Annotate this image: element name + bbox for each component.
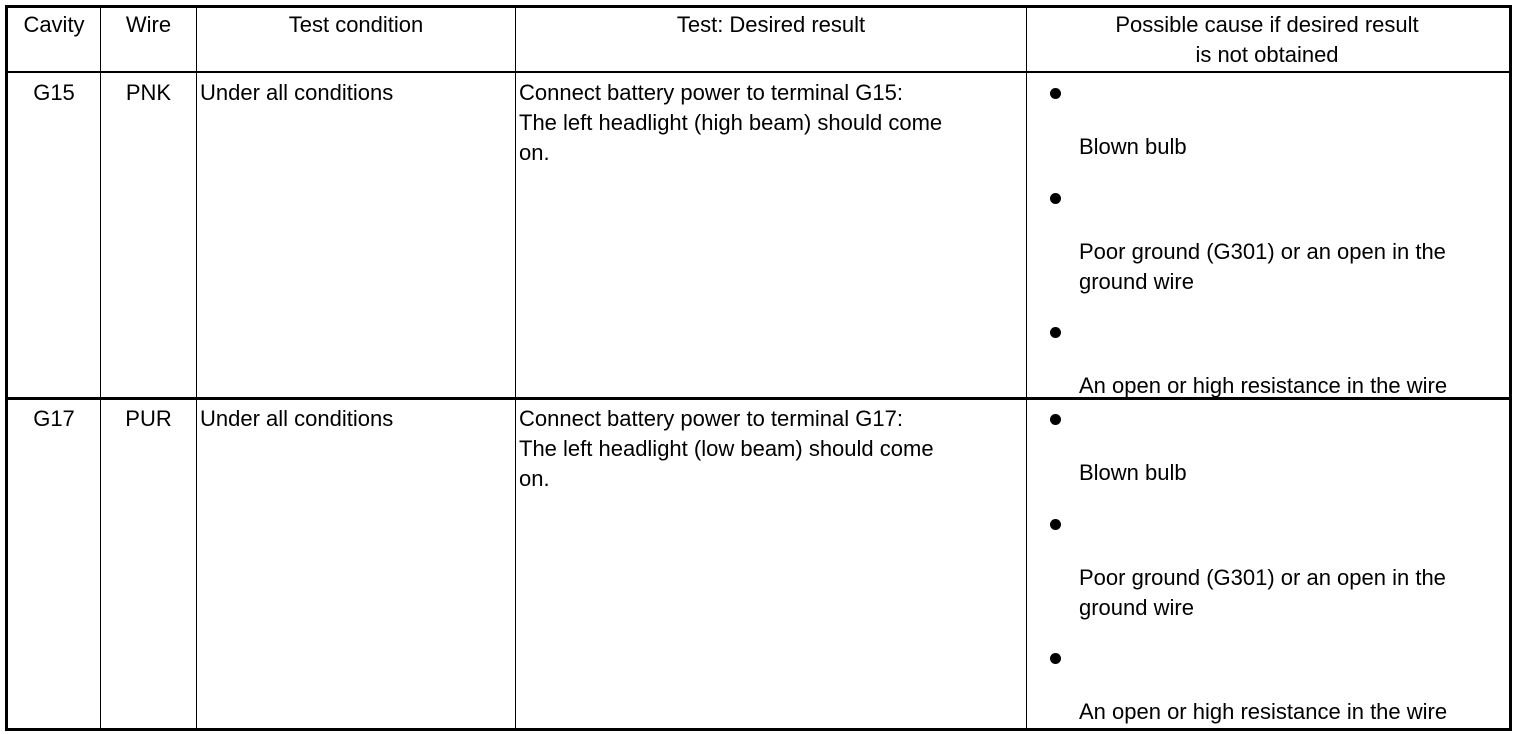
- header-wire: Wire: [125, 12, 172, 37]
- possible-cause-line: Poor ground (G301) or an open in the: [1079, 565, 1446, 590]
- column-divider: [1026, 8, 1027, 728]
- cavity-cell: G15: [33, 80, 75, 105]
- header-cavity: Cavity: [23, 12, 85, 37]
- wire-cell: PUR: [125, 406, 172, 431]
- column-divider: [100, 8, 101, 728]
- bullet-icon: [1050, 193, 1061, 204]
- bullet-icon: [1050, 327, 1061, 338]
- possible-cause-line: ground wire: [1079, 595, 1194, 620]
- desired-result-line: Connect battery power to terminal G17:: [519, 406, 903, 431]
- bullet-icon: [1050, 88, 1061, 99]
- desired-result-line: on.: [519, 140, 550, 165]
- possible-cause-line: An open or high resistance in the wire: [1079, 373, 1448, 398]
- column-divider: [196, 8, 197, 728]
- test-condition-cell: Under all conditions: [200, 406, 394, 431]
- possible-cause-line: An open or high resistance in the wire: [1079, 699, 1448, 724]
- column-divider: [515, 8, 516, 728]
- bullet-icon: [1050, 414, 1061, 425]
- possible-cause-line: Poor ground (G301) or an open in the: [1079, 239, 1446, 264]
- diagnostic-table: [5, 5, 1512, 731]
- header-possible-cause-line: is not obtained: [1195, 42, 1339, 67]
- header-divider: [8, 71, 1509, 73]
- cavity-cell: G17: [33, 406, 75, 431]
- desired-result-line: The left headlight (high beam) should come: [519, 110, 943, 135]
- desired-result-line: on.: [519, 466, 550, 491]
- bullet-icon: [1050, 519, 1061, 530]
- desired-result-line: The left headlight (low beam) should come: [519, 436, 934, 461]
- header-possible-cause: [1027, 10, 1507, 70]
- possible-cause-line: Blown bulb: [1079, 134, 1187, 159]
- desired-result-line: Connect battery power to terminal G15:: [519, 80, 903, 105]
- wire-cell: PNK: [125, 80, 172, 105]
- test-condition-cell: Under all conditions: [200, 80, 394, 105]
- header-desired-result: Test: Desired result: [676, 12, 866, 37]
- bullet-icon: [1050, 653, 1061, 664]
- header-test-condition: Test condition: [288, 12, 424, 37]
- possible-cause-line: ground wire: [1079, 269, 1194, 294]
- possible-cause-line: Blown bulb: [1079, 460, 1187, 485]
- header-possible-cause-line: Possible cause if desired result: [1115, 12, 1419, 37]
